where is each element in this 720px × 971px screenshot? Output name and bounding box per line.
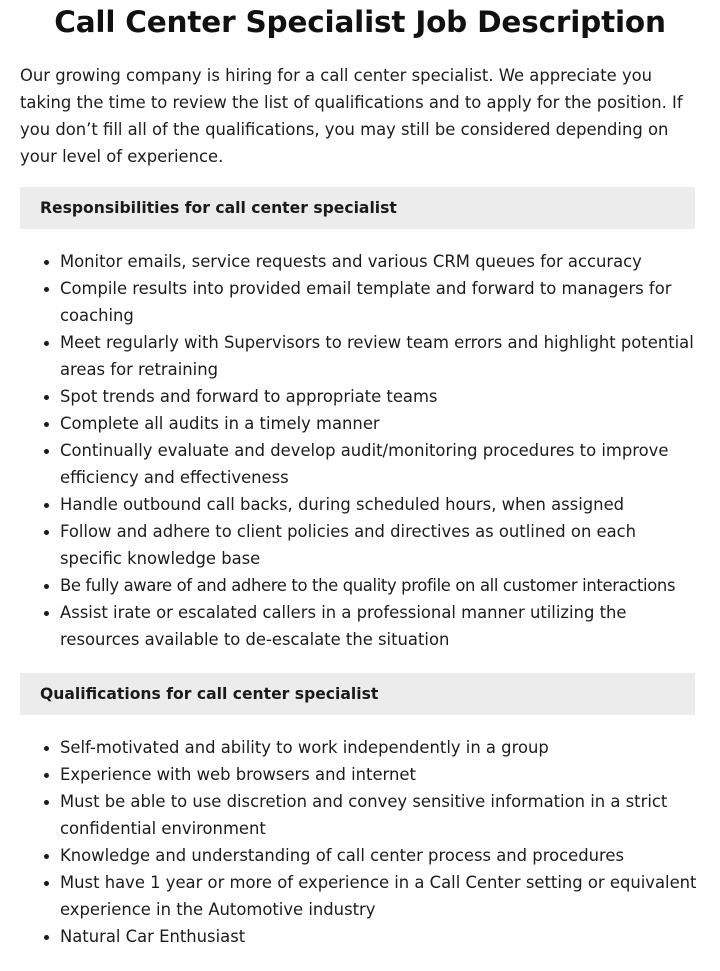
list-item: Must be able to use discretion and convey sensitive information in a strict confidential environment bbox=[60, 788, 698, 842]
list-item: Assist irate or escalated callers in a professional manner utilizing the resources available to de-escalate the situation bbox=[60, 599, 698, 653]
list-item: Continually evaluate and develop audit/monitoring procedures to improve efficiency and effectiveness bbox=[60, 437, 698, 491]
list-item: Must have 1 year or more of experience in a Call Center setting or equivalent experience in the Automotive industry bbox=[60, 869, 698, 923]
list-item: Complete all audits in a timely manner bbox=[60, 410, 698, 437]
list-item: Meet regularly with Supervisors to review team errors and highlight potential areas for retraining bbox=[60, 329, 698, 383]
list-item: Be fully aware of and adhere to the quality profile on all customer interactions bbox=[60, 572, 698, 599]
list-item: Natural Car Enthusiast bbox=[60, 923, 698, 950]
qualifications-list bbox=[0, 734, 698, 950]
list-item: Follow and adhere to client policies and directives as outlined on each specific knowledge base bbox=[60, 518, 698, 572]
responsibilities-list bbox=[0, 248, 698, 653]
list-item: Compile results into provided email template and forward to managers for coaching bbox=[60, 275, 698, 329]
page-title: Call Center Specialist Job Description bbox=[54, 5, 666, 39]
list-item: Experience with web browsers and internet bbox=[60, 761, 698, 788]
responsibilities-heading: Responsibilities for call center specialist bbox=[20, 187, 695, 229]
list-item: Monitor emails, service requests and various CRM queues for accuracy bbox=[60, 248, 698, 275]
list-item: Self-motivated and ability to work independently in a group bbox=[60, 734, 698, 761]
qualifications-heading: Qualifications for call center specialist bbox=[20, 673, 695, 715]
intro-paragraph: Our growing company is hiring for a call center specialist. We appreciate you taking the time to review the list of qualifications and to apply for the position. If you don’t fill all of the qualifications, you may still be considered depending on your level of experience. bbox=[20, 66, 683, 166]
list-item: Handle outbound call backs, during scheduled hours, when assigned bbox=[60, 491, 698, 518]
list-item: Spot trends and forward to appropriate teams bbox=[60, 383, 698, 410]
list-item: Knowledge and understanding of call center process and procedures bbox=[60, 842, 698, 869]
